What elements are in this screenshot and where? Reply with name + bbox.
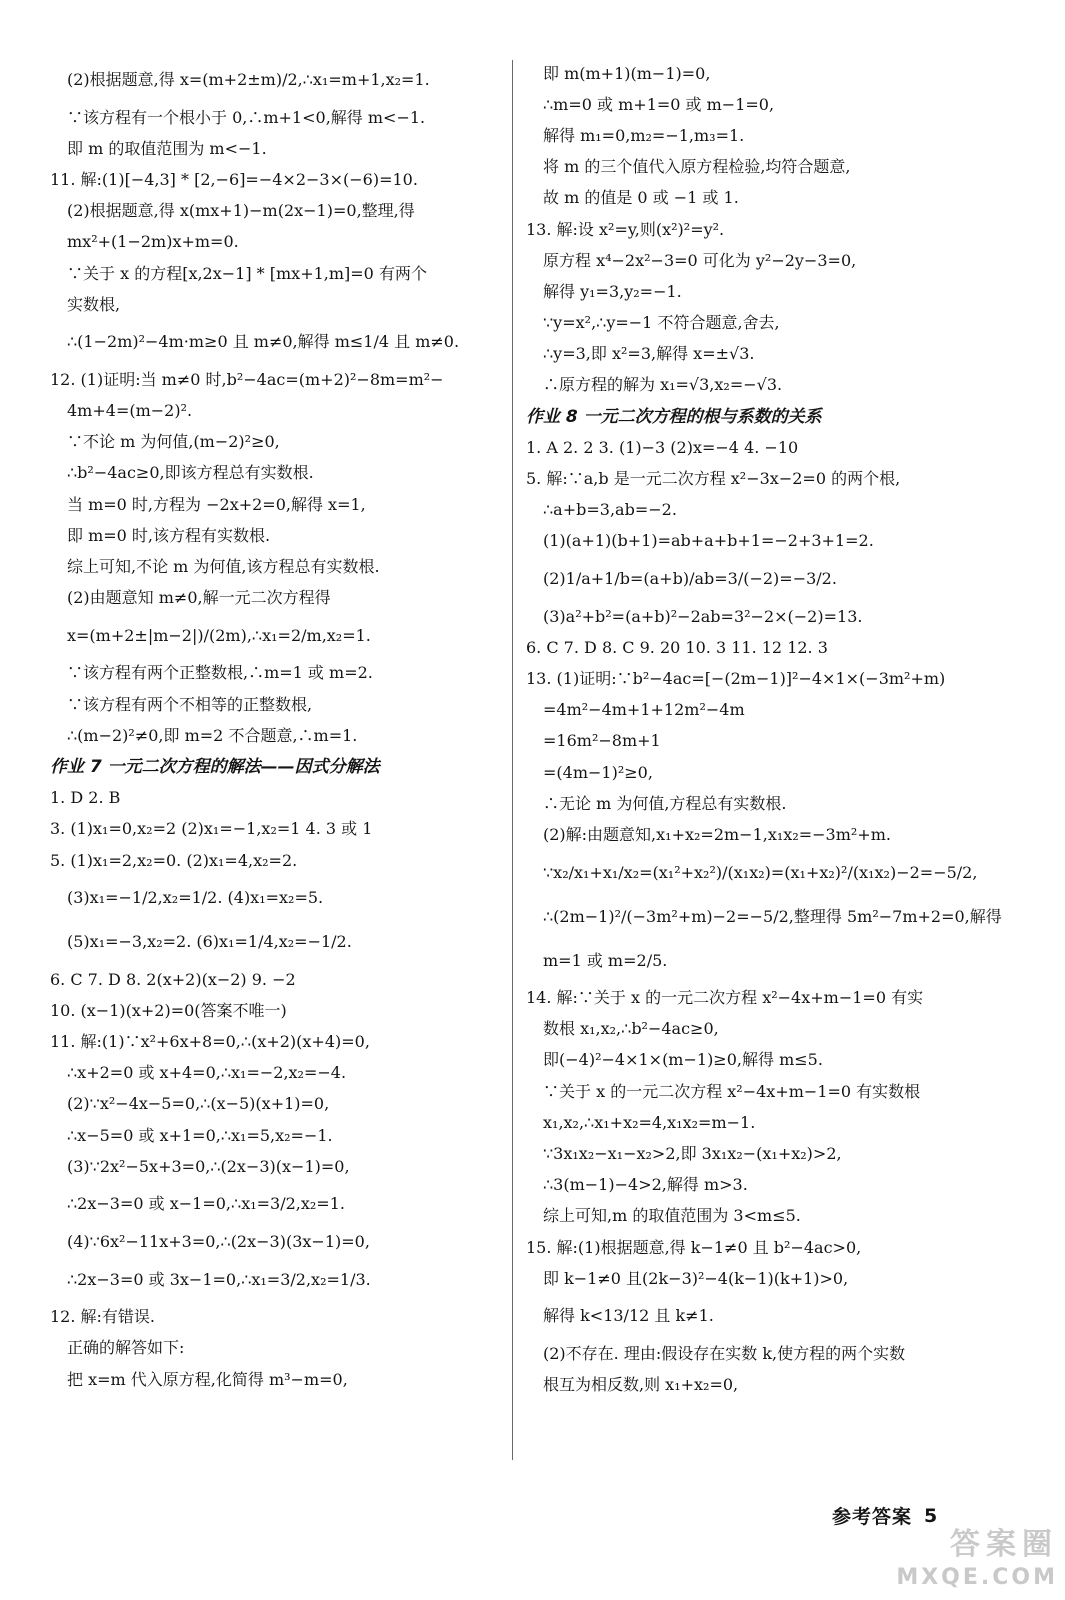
watermark-top: 答案圈	[950, 1527, 1058, 1562]
answer-line: 实数根,	[67, 294, 121, 314]
answer-line: ∴m=0 或 m+1=0 或 m−1=0,	[543, 94, 775, 114]
answer-line: (2)由题意知 m≠0,解一元二次方程得	[67, 588, 331, 608]
answer-line: 6. C 7. D 8. 2(x+2)(x−2) 9. −2	[50, 969, 296, 989]
answer-line: ∴3(m−1)−4>2,解得 m>3.	[543, 1175, 748, 1195]
answer-line: ∵y=x²,∴y=−1 不符合题意,舍去,	[543, 313, 780, 333]
answer-line: 11. 解:(1)∵x²+6x+8=0,∴(x+2)(x+4)=0,	[50, 1032, 370, 1052]
answer-line: ∵不论 m 为何值,(m−2)²≥0,	[67, 432, 280, 452]
answer-line: 4m+4=(m−2)².	[67, 401, 193, 421]
answer-line: ∵该方程有两个不相等的正整数根,	[67, 694, 313, 714]
page-number: 5	[924, 1504, 938, 1527]
answer-line: (5)x₁=−3,x₂=2. (6)x₁=1/4,x₂=−1/2.	[67, 932, 352, 952]
answer-line: ∴(m−2)²≠0,即 m=2 不合题意,∴m=1.	[67, 725, 358, 745]
answer-line: (2)∵x²−4x−5=0,∴(x−5)(x+1)=0,	[67, 1094, 330, 1114]
answer-line: 1. D 2. B	[50, 788, 121, 808]
footer-label: 参考答案	[832, 1506, 913, 1528]
answer-line: 11. 解:(1)[−4,3] * [2,−6]=−4×2−3×(−6)=10.	[50, 169, 418, 189]
answer-line: ∵x₂/x₁+x₁/x₂=(x₁²+x₂²)/(x₁x₂)=(x₁+x₂)²/(x₁x₂)−2=−5/2,	[543, 862, 978, 882]
answer-line: 3. (1)x₁=0,x₂=2 (2)x₁=−1,x₂=1 4. 3 或 1	[50, 819, 373, 839]
answer-line: 即 m 的取值范围为 m<−1.	[67, 138, 267, 158]
answer-line: 15. 解:(1)根据题意,得 k−1≠0 且 b²−4ac>0,	[526, 1237, 862, 1257]
answer-line: =16m²−8m+1	[543, 731, 661, 751]
answer-line: (2)解:由题意知,x₁+x₂=2m−1,x₁x₂=−3m²+m.	[543, 824, 891, 844]
answer-line: ∴a+b=3,ab=−2.	[543, 500, 677, 520]
answer-line: ∵该方程有两个正整数根,∴m=1 或 m=2.	[67, 663, 373, 683]
answer-line: ∴2x−3=0 或 3x−1=0,∴x₁=3/2,x₂=1/3.	[67, 1269, 371, 1289]
right-column	[526, 58, 1002, 1401]
answer-line: =(4m−1)²≥0,	[543, 762, 653, 782]
answer-line: 将 m 的三个值代入原方程检验,均符合题意,	[543, 157, 851, 177]
answer-line: 即 m(m+1)(m−1)=0,	[543, 63, 711, 83]
answer-line: (1)(a+1)(b+1)=ab+a+b+1=−2+3+1=2.	[543, 531, 874, 551]
answer-line: 12. 解:有错误.	[50, 1307, 156, 1327]
answer-line: 综上可知,m 的取值范围为 3<m≤5.	[543, 1206, 801, 1226]
answer-line: (2)根据题意,得 x(mx+1)−m(2x−1)=0,整理,得	[67, 201, 415, 221]
answer-line: 13. (1)证明:∵b²−4ac=[−(2m−1)]²−4×1×(−3m²+m)	[526, 668, 946, 688]
answer-line: ∴y=3,即 x²=3,解得 x=±√3.	[543, 344, 755, 364]
answer-line: 解得 y₁=3,y₂=−1.	[543, 281, 682, 301]
answer-line: ∴x+2=0 或 x+4=0,∴x₁=−2,x₂=−4.	[67, 1063, 347, 1083]
answer-line: 把 x=m 代入原方程,化简得 m³−m=0,	[67, 1369, 348, 1389]
answer-line: (2)不存在. 理由:假设存在实数 k,使方程的两个实数	[543, 1343, 906, 1363]
answer-line: (4)∵6x²−11x+3=0,∴(2x−3)(3x−1)=0,	[67, 1232, 370, 1252]
answer-line: ∴(2m−1)²/(−3m²+m)−2=−5/2,整理得 5m²−7m+2=0,解得	[543, 906, 1002, 926]
answer-line: ∵该方程有一个根小于 0,∴m+1<0,解得 m<−1.	[67, 107, 426, 127]
answer-line: 即 m=0 时,该方程有实数根.	[67, 525, 271, 545]
answer-line: 5. 解:∵a,b 是一元二次方程 x²−3x−2=0 的两个根,	[526, 469, 901, 489]
answer-line: ∴(1−2m)²−4m·m≥0 且 m≠0,解得 m≤1/4 且 m≠0.	[67, 332, 460, 352]
answer-line: 即 k−1≠0 且(2k−3)²−4(k−1)(k+1)>0,	[543, 1268, 849, 1288]
left-column	[50, 58, 508, 1395]
section-heading: 作业 8 一元二次方程的根与系数的关系	[526, 406, 822, 427]
answer-line: 12. (1)证明:当 m≠0 时,b²−4ac=(m+2)²−8m=m²−	[50, 369, 444, 389]
answer-line: 根互为相反数,则 x₁+x₂=0,	[543, 1375, 739, 1395]
answer-line: ∴b²−4ac≥0,即该方程总有实数根.	[67, 463, 314, 483]
answer-line: =4m²−4m+1+12m²−4m	[543, 700, 745, 720]
answer-line: 数根 x₁,x₂,∴b²−4ac≥0,	[543, 1019, 719, 1039]
answer-line: x₁,x₂,∴x₁+x₂=4,x₁x₂=m−1.	[543, 1112, 756, 1132]
answer-line: 即(−4)²−4×1×(m−1)≥0,解得 m≤5.	[543, 1050, 823, 1070]
answer-line: ∴无论 m 为何值,方程总有实数根.	[543, 793, 787, 813]
answer-line: 1. A 2. 2 3. (1)−3 (2)x=−4 4. −10	[526, 437, 799, 457]
answer-line: 解得 m₁=0,m₂=−1,m₃=1.	[543, 125, 745, 145]
answer-line: 故 m 的值是 0 或 −1 或 1.	[543, 188, 739, 208]
answer-line: 综上可知,不论 m 为何值,该方程总有实数根.	[67, 557, 380, 577]
watermark-logo	[862, 1525, 1058, 1597]
answer-line: ∵关于 x 的一元二次方程 x²−4x+m−1=0 有实数根	[543, 1081, 921, 1101]
answer-line: ∵关于 x 的方程[x,2x−1] * [mx+1,m]=0 有两个	[67, 263, 427, 283]
answer-line: (2)1/a+1/b=(a+b)/ab=3/(−2)=−3/2.	[543, 569, 837, 588]
answer-line: mx²+(1−2m)x+m=0.	[67, 232, 239, 252]
answer-line: x=(m+2±|m−2|)/(2m),∴x₁=2/m,x₂=1.	[67, 625, 371, 645]
answer-line: 当 m=0 时,方程为 −2x+2=0,解得 x=1,	[67, 494, 366, 514]
section-heading: 作业 7 一元二次方程的解法——因式分解法	[50, 756, 380, 777]
answer-line: 6. C 7. D 8. C 9. 20 10. 3 11. 12 12. 3	[526, 637, 828, 657]
answer-line: 正确的解答如下:	[67, 1338, 185, 1358]
answer-line: 5. (1)x₁=2,x₂=0. (2)x₁=4,x₂=2.	[50, 850, 298, 870]
answer-line: ∴原方程的解为 x₁=√3,x₂=−√3.	[543, 375, 783, 395]
answer-line: ∴x−5=0 或 x+1=0,∴x₁=5,x₂=−1.	[67, 1125, 333, 1145]
answer-line: (3)∵2x²−5x+3=0,∴(2x−3)(x−1)=0,	[67, 1156, 350, 1176]
answer-line: 原方程 x⁴−2x²−3=0 可化为 y²−2y−3=0,	[543, 250, 857, 270]
answer-line: 13. 解:设 x²=y,则(x²)²=y².	[526, 219, 725, 239]
answer-line: 解得 k<13/12 且 k≠1.	[543, 1306, 714, 1326]
answer-line: ∴2x−3=0 或 x−1=0,∴x₁=3/2,x₂=1.	[67, 1194, 345, 1214]
answer-line: 14. 解:∵关于 x 的一元二次方程 x²−4x+m−1=0 有实	[526, 988, 924, 1008]
answer-line: 10. (x−1)(x+2)=0(答案不唯一)	[50, 1000, 287, 1020]
answer-line: ∵3x₁x₂−x₁−x₂>2,即 3x₁x₂−(x₁+x₂)>2,	[543, 1144, 842, 1164]
answer-line: (3)a²+b²=(a+b)²−2ab=3²−2×(−2)=13.	[543, 606, 863, 626]
answer-line: (2)根据题意,得 x=(m+2±m)/2,∴x₁=m+1,x₂=1.	[67, 70, 430, 89]
answer-line: (3)x₁=−1/2,x₂=1/2. (4)x₁=x₂=5.	[67, 888, 324, 908]
column-divider	[512, 60, 513, 1460]
watermark-bottom: MXQE.COM	[896, 1565, 1058, 1590]
answer-line: m=1 或 m=2/5.	[543, 950, 668, 970]
